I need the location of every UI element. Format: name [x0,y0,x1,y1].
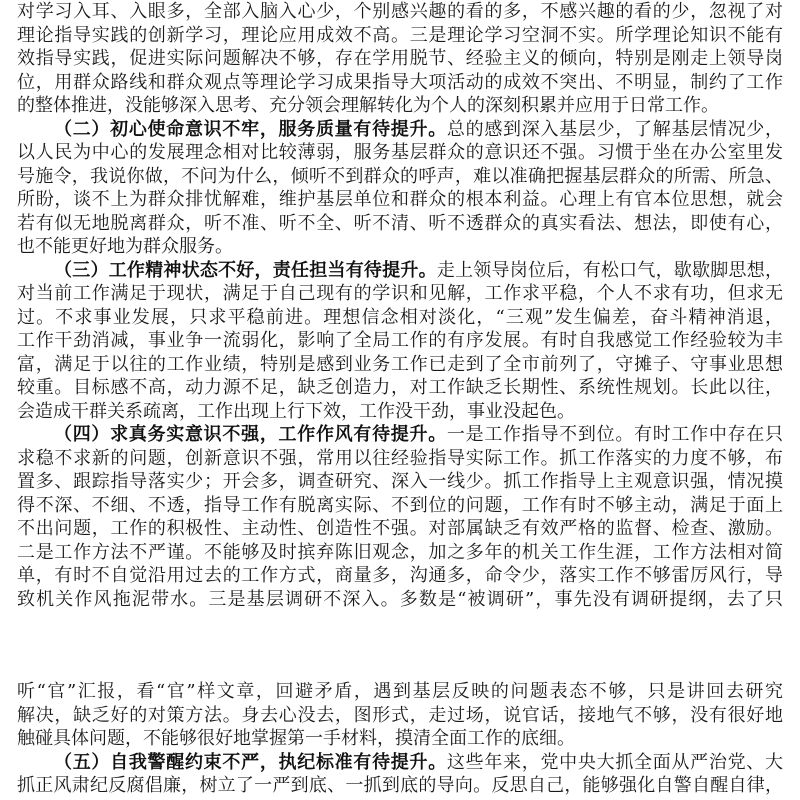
section-heading-line [17,259,783,283]
text-line [17,447,783,471]
text-line [17,517,783,541]
paragraph-text: 理论指导实践的创新学习，理论应用成效不高。三是理论学习空洞不实。所学理论知识不能有 [17,24,783,46]
paragraph-text: 的整体推进，没能够深入思考、充分领会理解转化为个人的深刻积累并应用于日常工作。 [17,95,719,116]
paragraph-text: 二是工作方法不严谨。不能够及时摈弃陈旧观念，加之多年的机关工作生涯，工作方法相对简 [17,541,783,563]
paragraph-text: 一是工作指导不到位。有时工作中存在只 [446,424,783,445]
paragraph-text: 会造成干群关系疏离，工作出现上行下效，工作没干劲，事业没起色。 [17,400,575,422]
paragraph-text: 解决，缺乏好的对策方法。身去心没去，图形式，走过场，说官话，接地气不够，没有很好地 [17,704,783,726]
paragraph-text: 单，有时不自觉沿用过去的工作方式，商量多，沟通多，命令少，落实工作不够雷厉风行，导 [17,565,783,586]
text-line [17,306,783,330]
text-line [17,494,783,518]
text-line [17,329,783,353]
paragraph-text: 所盼，谈不上为群众排忧解难，维护基层单位和群众的根本利益。心理上有官本位思想，就会 [17,189,783,210]
section-heading: （五）自我警醒约束不严，执纪标准有待提升。 [54,751,447,773]
text-line [17,188,783,212]
paragraph-text: 位，用群众路线和群众观点等理论学习成果指导大项活动的成效不突出、不明显，制约了工作 [17,71,783,93]
section-heading-line [17,118,783,142]
paragraph-text: 抓正风肃纪反腐倡廉，树立了一严到底、一抓到底的导向。反思自己，能够强化自警自醒自律， [17,775,783,796]
paragraph-text: 致机关作风拖泥带水。三是基层调研不深入。多数是“被调研”，事先没有调研提纲，去了只 [17,588,783,610]
section-heading: （四）求真务实意识不强，工作作风有待提升。 [54,424,447,445]
paragraph-text: 听“官”汇报，看“官”样文章，回避矛盾，遇到基层反映的问题表态不够，只是讲回去研究 [17,681,783,702]
text-line [17,470,783,494]
text-line [17,71,783,95]
document-page-bottom [17,680,783,798]
paragraph-text: 求稳不求新的问题，创新意识不强，常用以往经验指导实际工作。抓工作落实的力度不够，布 [17,447,783,469]
paragraph-text: 富，满足于以往的工作业绩，特别是感到业务工作已走到了全市前列了，守摊子、守事业思想 [17,353,783,375]
paragraph-text: 较重。目标感不高，动力源不足，缺乏创造力，对工作缺乏长期性、系统性规划。长此以往， [17,377,783,398]
section-heading-line [17,423,783,447]
text-line [17,141,783,165]
text-line [17,704,783,728]
paragraph-text: 置多、跟踪指导落实少；开会多，调查研究、深入一线少。抓工作指导上主观意识强，情况摸 [17,471,783,492]
text-line [17,541,783,565]
section-heading-line [17,751,783,775]
paragraph-text: 以人民为中心的发展理念相对比较薄弱，服务基层群众的意识还不强。习惯于坐在办公室里发 [17,142,783,163]
text-line [17,680,783,704]
text-line [17,400,783,424]
text-line [17,353,783,377]
paragraph-text: 过。不求事业发展，只求平稳前进。理想信念相对淡化，“三观”发生偏差，奋斗精神消退， [17,306,783,328]
paragraph-text: 也不能更好地为群众服务。 [17,236,233,257]
text-line [17,564,783,588]
paragraph-text: 若有似无地脱离群众，听不准、听不全、听不清、听不透群众的真实看法、想法，即使有心， [17,212,783,234]
paragraph-text: 不出问题，工作的积极性、主动性、创造性不强。对部属缺乏有效严格的监督、检查、激励。 [17,518,783,539]
paragraph-text: 对当前工作满足于现状，满足于自己现有的学识和见解，工作求平稳，个人不求有功，但求无 [17,283,783,304]
document-page-top [17,0,783,611]
text-line [17,165,783,189]
text-line [17,282,783,306]
paragraph-text: 总的感到深入基层少，了解基层情况少， [446,118,783,140]
text-line [17,47,783,71]
text-line [17,235,783,259]
text-line [17,727,783,751]
paragraph-text: 对学习入耳、入眼多，全部入脑入心少，个别感兴趣的看的多，不感兴趣的看的少，忽视了对 [17,1,783,22]
paragraph-text: 效指导实践，促进实际问题解决不够，存在学用脱节、经验主义的倾向，特别是刚走上领导岗 [17,48,783,69]
text-line [17,24,783,48]
text-line [17,212,783,236]
section-heading: （二）初心使命意识不牢，服务质量有待提升。 [54,118,447,140]
section-heading: （三）工作精神状态不好，责任担当有待提升。 [54,259,437,281]
text-line [17,588,783,612]
paragraph-text: 号施令，我说你做，不问为什么，倾听不到群众的呼声，难以准确把握基层群众的所需、所急、 [17,165,783,187]
paragraph-text: 工作干劲消减，事业争一流弱化，影响了全局工作的有序发展。有时自我感觉工作经验较为丰 [17,330,783,351]
text-line [17,0,783,24]
paragraph-text: 这些年来，党中央大抓全面从严治党、大 [446,751,783,773]
text-line [17,774,783,798]
paragraph-text: 得不深、不细、不透，指导工作有脱离实际、不到位的问题，工作有时不够主动，满足于面上 [17,494,783,516]
paragraph-text: 触碰具体问题，不能够很好地掌握第一手材料，摸清全面工作的底细。 [17,728,575,749]
text-line [17,94,783,118]
text-line [17,376,783,400]
paragraph-text: 走上领导岗位后，有松口气，歇歇脚思想， [436,259,783,281]
